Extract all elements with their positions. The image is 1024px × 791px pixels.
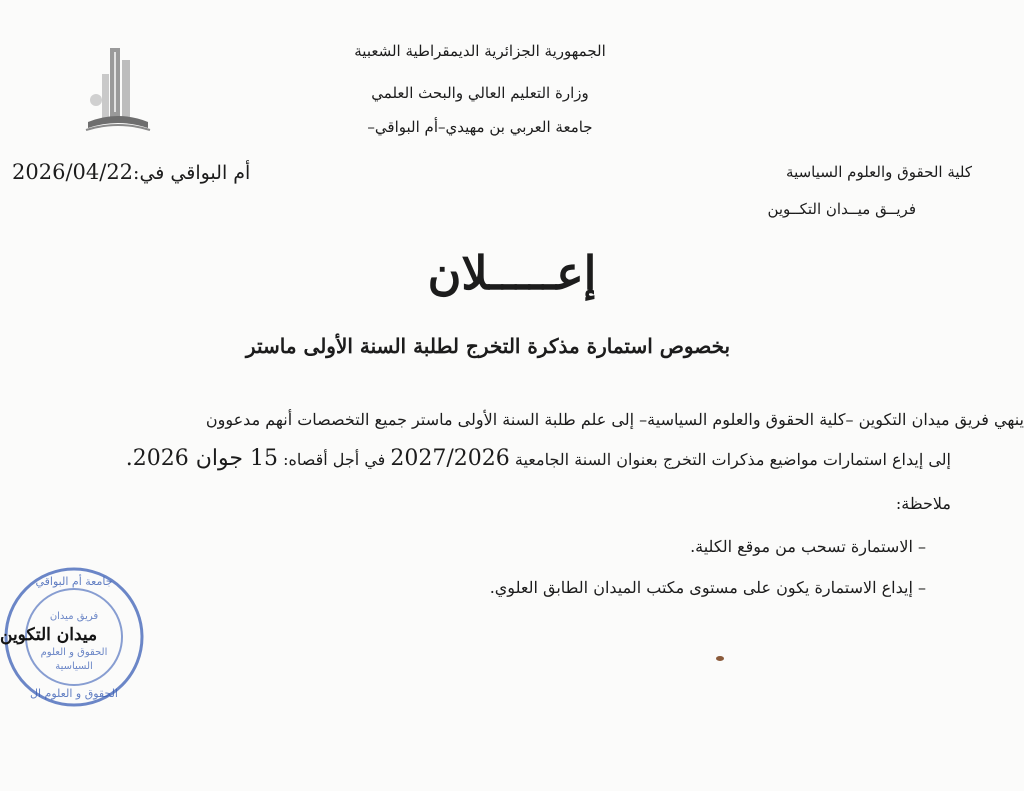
date-prefix: أم البواقي في: [133, 162, 251, 184]
date-value: 2026/04/22 [12, 160, 134, 184]
announcement-subtitle: بخصوص استمارة مذكرة التخرج لطلبة السنة الأولى ماستر [245, 334, 731, 358]
stamp-text-bottom: الحقوق و العلوم ال [30, 687, 118, 700]
body-line2-start: إلى إيداع استمارات مواضيع مذكرات التخرج بعنوان السنة الجامعية [509, 450, 951, 469]
body-line2-mid: في أجل أقصاه: [278, 450, 391, 469]
note-label: ملاحظة: [895, 494, 951, 513]
signature-label: ميدان التكوين [0, 625, 98, 645]
note-item-2: – إيداع الاستمارة يكون على مستوى مكتب الميدان الطابق العلوي. [489, 578, 926, 597]
note-item-1: – الاستمارة تسحب من موقع الكلية. [690, 537, 926, 556]
document-date [12, 160, 250, 184]
stamp-text-top: جامعة أم البواقي [35, 575, 113, 588]
header-republic: الجمهورية الجزائرية الديمقراطية الشعبية [354, 42, 606, 60]
body-line2-end: . [125, 446, 133, 471]
header-university: جامعة العربي بن مهيدي–أم البواقي– [367, 118, 593, 136]
stamp-text-2: فريق ميدان [49, 611, 99, 622]
university-logo-icon [58, 30, 178, 150]
stamp-text-3: الحقوق و العلوم [40, 647, 108, 658]
deadline-date: 15 جوان 2026 [132, 446, 278, 471]
header-ministry: وزارة التعليم العالي والبحث العلمي [371, 84, 589, 102]
team-name: فريــق ميــدان التكــوين [767, 200, 916, 218]
paper-speck [716, 656, 724, 661]
faculty-name: كلية الحقوق والعلوم السياسية [786, 163, 972, 181]
body-paragraph-line1: ينهي فريق ميدان التكوين –كلية الحقوق والعلوم السياسية– إلى علم طلبة السنة الأولى ماستر جميع التخصصات أنهم مدعوون [205, 410, 1024, 429]
academic-year: 2027/2026 [390, 446, 510, 471]
body-paragraph-line2 [126, 446, 951, 471]
stamp-text-4: السياسية [55, 661, 93, 672]
announcement-title: إعـــــلان [427, 246, 597, 300]
